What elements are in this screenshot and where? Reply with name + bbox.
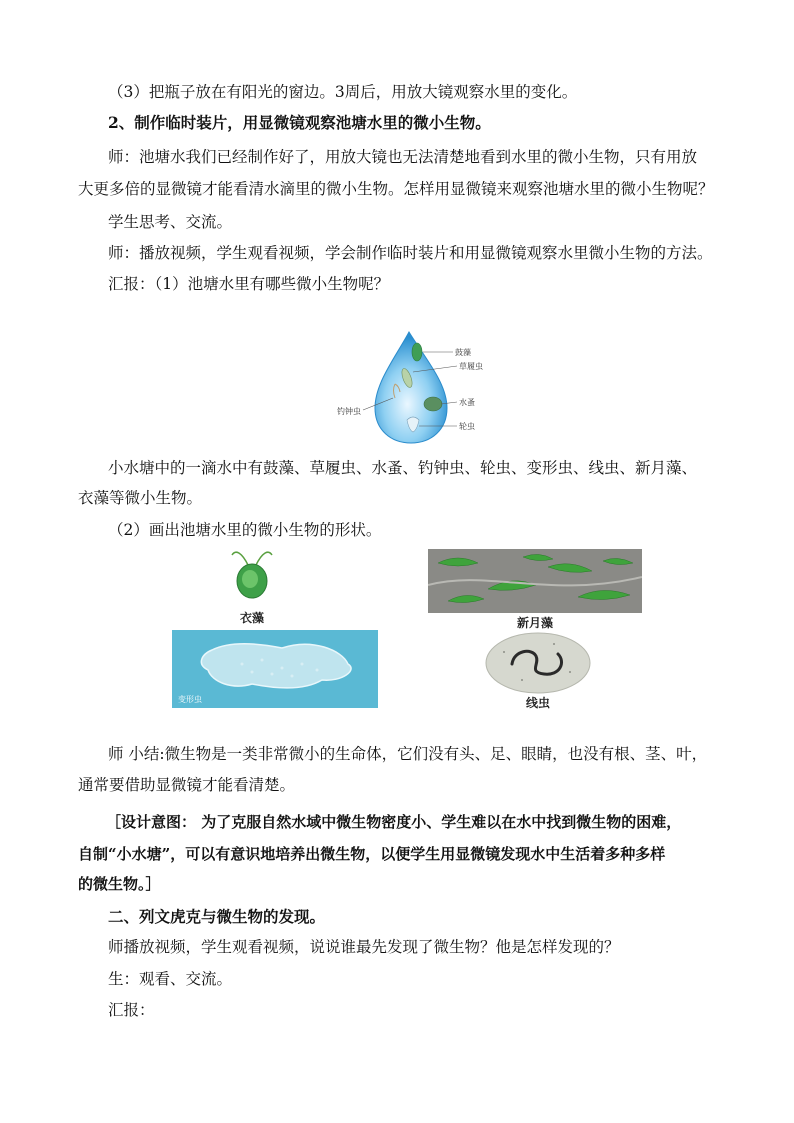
section-heading-2b: 二、列文虎克与微生物的发现。 <box>108 907 326 926</box>
text-line-6: 师：播放视频，学生观看视频，学会制作临时装片和用显微镜观察水里微小生物的方法。 <box>108 244 713 262</box>
water-drop-figure <box>335 328 490 448</box>
text-line-4: 大更多倍的显微镜才能看清水滴里的微小生物。怎样用显微镜来观察池塘水里的微小生物呢？ <box>78 180 714 198</box>
label-vorticella: 钓钟虫 <box>337 407 361 416</box>
text-line-8: 小水塘中的一滴水中有鼓藻、草履虫、水蚤、钓钟虫、轮虫、变形虫、线虫、新月藻、 <box>108 459 698 477</box>
text-line-18: 生：观看、交流。 <box>108 970 233 988</box>
caption-amoeba: 变形虫 <box>178 695 202 704</box>
design-intent-line-2: 自制“小水塘”，可以有意识地培养出微生物，以便学生用显微镜发现水中生活着多种多样 <box>78 845 666 863</box>
section-heading-2: 2、制作临时装片，用显微镜观察池塘水里的微小生物。 <box>108 113 491 132</box>
caption-closterium: 新月藻 <box>516 616 553 630</box>
text-line-7: 汇报：（1）池塘水里有哪些微小生物呢？ <box>108 275 390 293</box>
text-line-1: （3）把瓶子放在有阳光的窗边。3周后，用放大镜观察水里的变化。 <box>108 83 578 101</box>
label-rotifer: 轮虫 <box>459 422 475 431</box>
text-line-11: 师 小结:微生物是一类非常微小的生命体，它们没有头、足、眼睛，也没有根、茎、叶， <box>108 745 708 763</box>
design-intent-line-1: ［设计意图： 为了克服自然水域中微生物密度小、学生难以在水中找到微生物的困难， <box>106 813 682 831</box>
text-line-12: 通常要借助显微镜才能看清楚。 <box>78 776 296 794</box>
amoeba-image <box>172 630 378 708</box>
design-intent-line-3: 的微生物。］ <box>78 875 161 893</box>
daphnia-icon <box>424 397 442 411</box>
text-line-10: （2）画出池塘水里的微小生物的形状。 <box>108 521 382 539</box>
caption-nematode: 线虫 <box>525 696 550 710</box>
label-daphnia: 水蚤 <box>459 398 475 407</box>
desmid-icon <box>412 343 422 361</box>
label-desmid: 鼓藻 <box>455 348 471 357</box>
caption-chlamydomonas: 衣藻 <box>239 611 264 625</box>
closterium-image <box>428 549 642 613</box>
text-line-19: 汇报： <box>108 1001 155 1019</box>
nematode-image <box>484 632 592 694</box>
text-line-3: 师：池塘水我们已经制作好了，用放大镜也无法清楚地看到水里的微小生物，只有用放 <box>108 148 698 166</box>
chlamydomonas-image <box>222 545 282 610</box>
label-paramecium: 草履虫 <box>459 362 483 371</box>
text-line-9: 衣藻等微小生物。 <box>78 489 203 507</box>
text-line-17: 师播放视频，学生观看视频，说说谁最先发现了微生物？他是怎样发现的？ <box>108 938 620 956</box>
text-line-5: 学生思考、交流。 <box>108 213 233 231</box>
